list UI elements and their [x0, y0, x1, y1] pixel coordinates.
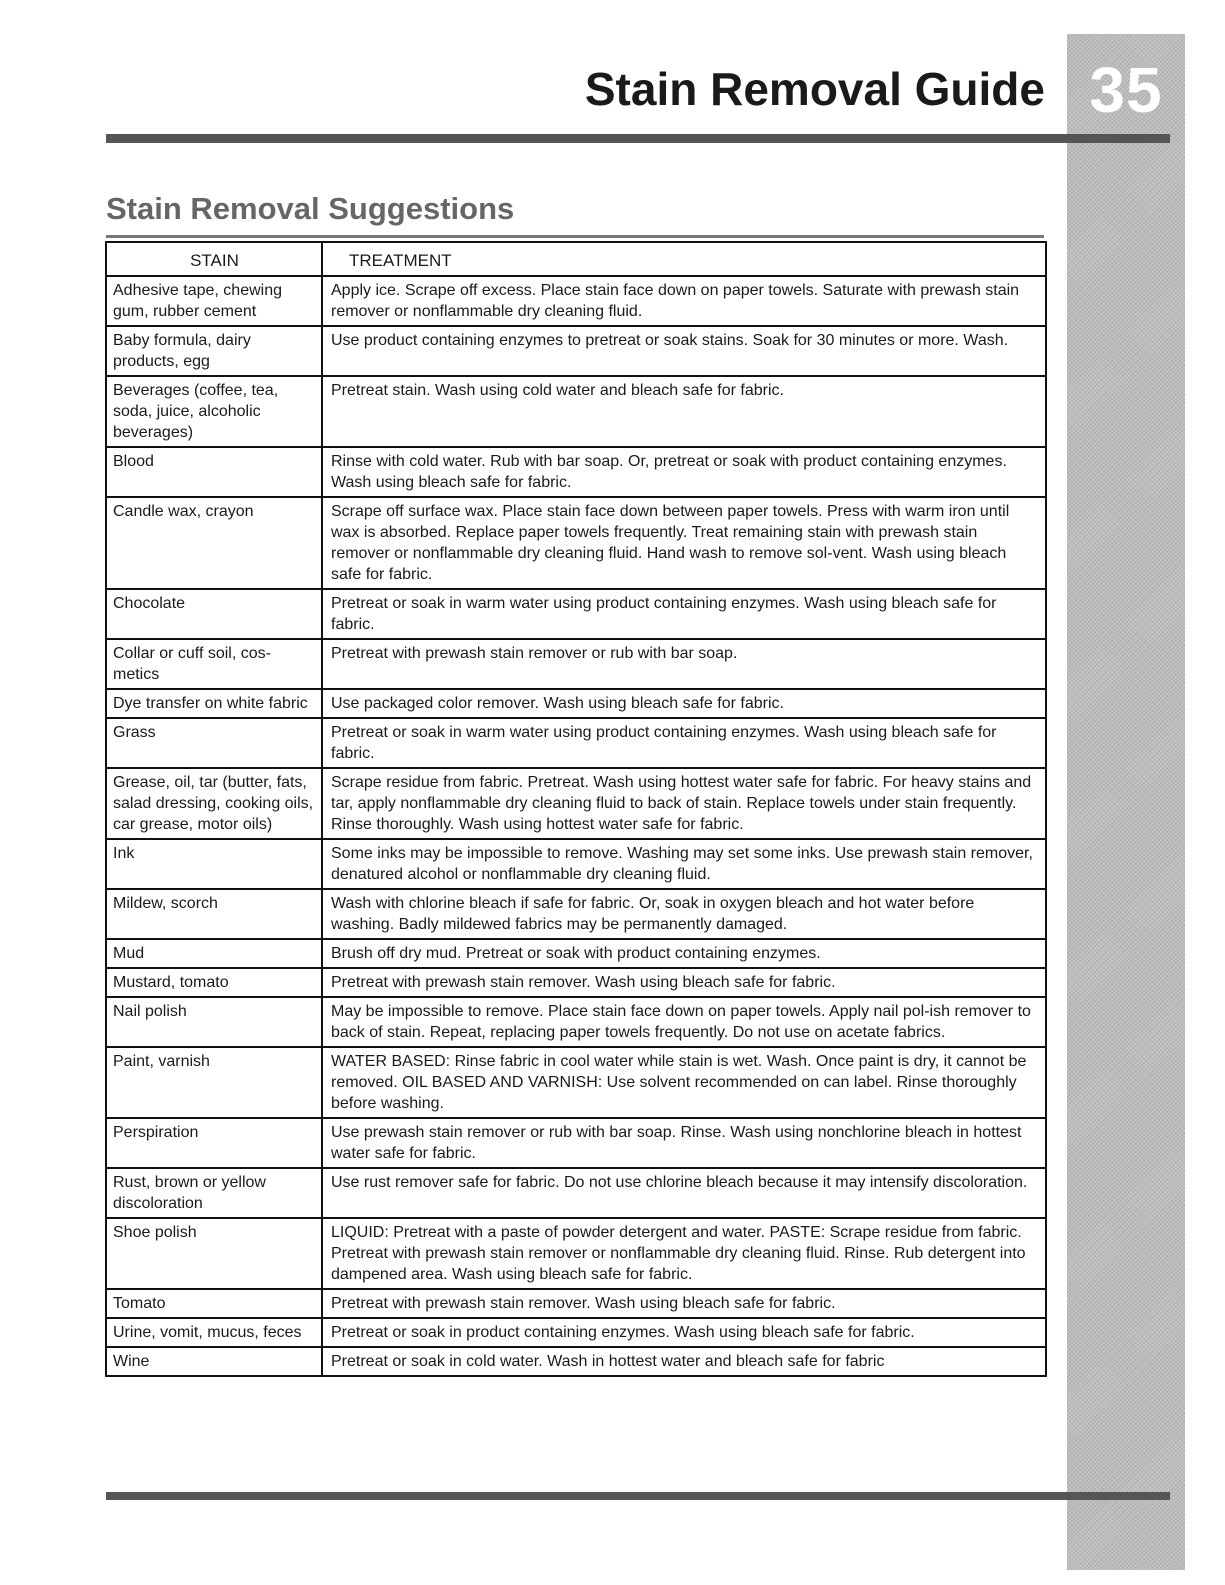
- stain-cell: Tomato: [106, 1289, 322, 1318]
- treatment-cell: Pretreat or soak in product containing enzymes. Wash using bleach safe for fabric.: [322, 1318, 1046, 1347]
- treatment-cell: Use rust remover safe for fabric. Do not use chlorine bleach because it may intensify discoloration.: [322, 1168, 1046, 1218]
- treatment-cell: WATER BASED: Rinse fabric in cool water while stain is wet. Wash. Once paint is dry, it cannot be removed. OIL BASED AND VARNISH: Use solvent recommended on can label. Rinse thoroughly before washing.: [322, 1047, 1046, 1118]
- table-row: [106, 939, 1046, 968]
- stain-cell: Mildew, scorch: [106, 889, 322, 939]
- treatment-cell: Pretreat with prewash stain remover. Wash using bleach safe for fabric.: [322, 1289, 1046, 1318]
- table-row: [106, 276, 1046, 326]
- treatment-cell: Use packaged color remover. Wash using bleach safe for fabric.: [322, 689, 1046, 718]
- header-rule: [106, 134, 1170, 143]
- table-row: [106, 689, 1046, 718]
- stain-cell: Beverages (coffee, tea, soda, juice, alcoholic beverages): [106, 376, 322, 447]
- treatment-cell: Scrape residue from fabric. Pretreat. Wash using hottest water safe for fabric. For heavy stains and tar, apply nonflammable dry cleaning fluid to back of stain. Replace towels under stain frequently. Rinse thoroughly. Wash using hottest water safe for fabric.: [322, 768, 1046, 839]
- treatment-cell: Use prewash stain remover or rub with bar soap. Rinse. Wash using nonchlorine bleach in hottest water safe for fabric.: [322, 1118, 1046, 1168]
- stain-cell: Ink: [106, 839, 322, 889]
- table-row: [106, 718, 1046, 768]
- stain-cell: Blood: [106, 447, 322, 497]
- stain-cell: Grease, oil, tar (butter, fats, salad dressing, cooking oils, car grease, motor oils): [106, 768, 322, 839]
- treatment-cell: Scrape off surface wax. Place stain face down between paper towels. Press with warm iron until wax is absorbed. Replace paper towels frequently. Treat remaining stain with prewash stain remover or nonflammable dry cleaning fluid. Hand wash to remove sol-vent. Wash using bleach safe for fabric.: [322, 497, 1046, 589]
- table-row: [106, 589, 1046, 639]
- treatment-cell: Some inks may be impossible to remove. Washing may set some inks. Use prewash stain remover, denatured alcohol or nonflammable dry cleaning fluid.: [322, 839, 1046, 889]
- footer-rule: [106, 1492, 1170, 1500]
- treatment-cell: Pretreat stain. Wash using cold water and bleach safe for fabric.: [322, 376, 1046, 447]
- stain-cell: Mud: [106, 939, 322, 968]
- stain-table: [105, 241, 1047, 1377]
- table-row: [106, 1318, 1046, 1347]
- table-header-row: [106, 242, 1046, 276]
- treatment-cell: Pretreat with prewash stain remover. Wash using bleach safe for fabric.: [322, 968, 1046, 997]
- stain-cell: Perspiration: [106, 1118, 322, 1168]
- table-row: [106, 376, 1046, 447]
- treatment-cell: Use product containing enzymes to pretreat or soak stains. Soak for 30 minutes or more. Wash.: [322, 326, 1046, 376]
- treatment-cell: Wash with chlorine bleach if safe for fabric. Or, soak in oxygen bleach and hot water before washing. Badly mildewed fabrics may be permanently damaged.: [322, 889, 1046, 939]
- table-row: [106, 447, 1046, 497]
- treatment-cell: Pretreat or soak in cold water. Wash in hottest water and bleach safe for fabric: [322, 1347, 1046, 1376]
- table-row: [106, 839, 1046, 889]
- table-row: [106, 326, 1046, 376]
- column-header-treatment: TREATMENT: [322, 242, 1046, 276]
- table-row: [106, 1218, 1046, 1289]
- page-title: Stain Removal Guide: [584, 63, 1045, 115]
- page-number: 35: [1089, 54, 1163, 126]
- table-row: [106, 889, 1046, 939]
- stain-cell: Dye transfer on white fabric: [106, 689, 322, 718]
- stain-cell: Baby formula, dairy products, egg: [106, 326, 322, 376]
- stain-cell: Candle wax, crayon: [106, 497, 322, 589]
- stain-cell: Mustard, tomato: [106, 968, 322, 997]
- table-row: [106, 768, 1046, 839]
- stain-cell: Grass: [106, 718, 322, 768]
- stain-cell: Collar or cuff soil, cos-metics: [106, 639, 322, 689]
- table-row: [106, 1347, 1046, 1376]
- section-title: Stain Removal Suggestions: [106, 191, 515, 226]
- treatment-cell: Pretreat with prewash stain remover or rub with bar soap.: [322, 639, 1046, 689]
- stain-cell: Adhesive tape, chewing gum, rubber cement: [106, 276, 322, 326]
- treatment-cell: LIQUID: Pretreat with a paste of powder detergent and water. PASTE: Scrape residue from fabric. Pretreat with prewash stain remover or nonflammable dry cleaning fluid. Rinse. Rub detergent into dampened area. Wash using bleach safe for fabric.: [322, 1218, 1046, 1289]
- stain-cell: Rust, brown or yellow discoloration: [106, 1168, 322, 1218]
- stain-cell: Chocolate: [106, 589, 322, 639]
- treatment-cell: Pretreat or soak in warm water using product containing enzymes. Wash using bleach safe for fabric.: [322, 589, 1046, 639]
- treatment-cell: Apply ice. Scrape off excess. Place stain face down on paper towels. Saturate with prewash stain remover or nonflammable dry cleaning fluid.: [322, 276, 1046, 326]
- section-rule: [106, 235, 1044, 238]
- table-body: [106, 276, 1046, 1376]
- table-row: [106, 997, 1046, 1047]
- stain-cell: Wine: [106, 1347, 322, 1376]
- column-header-stain: STAIN: [106, 242, 322, 276]
- treatment-cell: Brush off dry mud. Pretreat or soak with product containing enzymes.: [322, 939, 1046, 968]
- side-tab-bar: [1067, 34, 1185, 1570]
- stain-cell: Shoe polish: [106, 1218, 322, 1289]
- table-row: [106, 497, 1046, 589]
- treatment-cell: Pretreat or soak in warm water using product containing enzymes. Wash using bleach safe for fabric.: [322, 718, 1046, 768]
- treatment-cell: Rinse with cold water. Rub with bar soap. Or, pretreat or soak with product containing enzymes. Wash using bleach safe for fabric.: [322, 447, 1046, 497]
- table-row: [106, 1168, 1046, 1218]
- table-row: [106, 1118, 1046, 1168]
- table-row: [106, 1047, 1046, 1118]
- stain-cell: Nail polish: [106, 997, 322, 1047]
- table-row: [106, 968, 1046, 997]
- treatment-cell: May be impossible to remove. Place stain face down on paper towels. Apply nail pol-ish remover to back of stain. Repeat, replacing paper towels frequently. Do not use on acetate fabrics.: [322, 997, 1046, 1047]
- table-row: [106, 639, 1046, 689]
- table-row: [106, 1289, 1046, 1318]
- stain-cell: Urine, vomit, mucus, feces: [106, 1318, 322, 1347]
- stain-cell: Paint, varnish: [106, 1047, 322, 1118]
